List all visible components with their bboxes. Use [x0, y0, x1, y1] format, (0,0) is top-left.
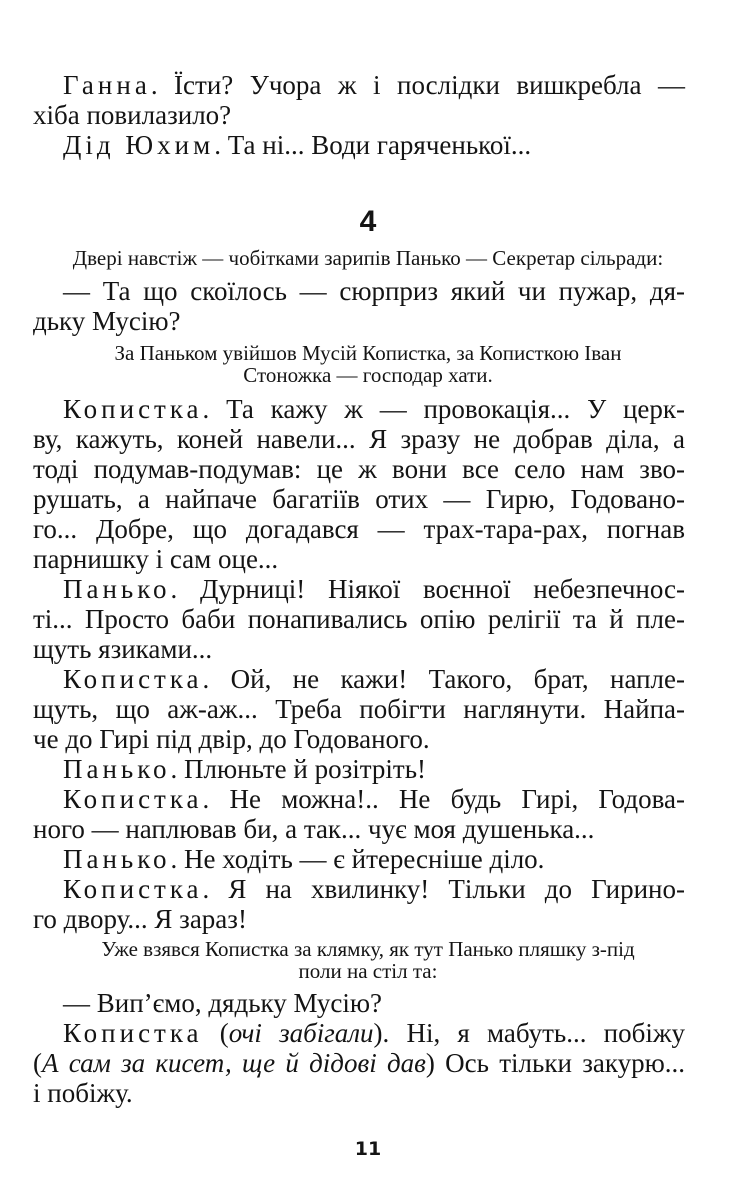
text-segment: . Ой, не кажи! Такого, брат, напле- — [202, 664, 685, 694]
text-line — [33, 424, 685, 454]
text-segment: Уже взявся Копистка за клямку, як тут Панько пляшку з-під — [101, 937, 635, 961]
stage-direction-line — [18, 245, 718, 271]
text-line — [63, 874, 685, 904]
text-segment: поли на стіл та: — [298, 959, 438, 983]
speaker-name: Ганна — [63, 70, 151, 100]
speaker-name: Копистка — [63, 1018, 203, 1048]
text-line — [33, 634, 685, 664]
text-segment: — Вип’ємо, дядьку Мусію? — [63, 988, 382, 1018]
text-segment: рушать, а найпаче багатіїв отих — Гирю, Годовано- — [33, 484, 685, 514]
text-segment: ву, кажуть, коней навели... Я зразу не добрав діла, а — [33, 424, 685, 454]
text-segment: ( — [202, 1018, 229, 1048]
text-segment: . Плюньте й розітріть! — [170, 754, 427, 784]
stage-direction-line — [18, 362, 718, 388]
text-segment: че до Гирі під двір, до Годованого. — [33, 724, 430, 754]
text-line — [63, 70, 685, 100]
speaker-name: Дід Юхим — [63, 130, 215, 160]
speaker-name: Копистка — [63, 664, 203, 694]
text-line — [33, 904, 685, 934]
text-line — [33, 544, 685, 574]
text-line — [63, 1018, 685, 1048]
text-segment: го двору... Я зараз! — [33, 904, 247, 934]
text-segment: ( — [33, 1048, 42, 1078]
text-segment: — Та що скоїлось — сюрприз який чи пужар, дя- — [63, 276, 685, 306]
speaker-name: Копистка — [63, 394, 203, 424]
text-line — [33, 814, 685, 844]
stage-remark: А сам за кисет, ще й дідові дав — [42, 1048, 426, 1078]
text-segment: . Їсти? Учора ж і послідки вишкребла — — [150, 70, 685, 100]
text-line — [63, 784, 685, 814]
text-segment: . Та кажу ж — провокація... У церк- — [202, 394, 685, 424]
text-segment: Стоножка — господар хати. — [243, 363, 493, 387]
text-line — [33, 1048, 685, 1078]
text-segment: щуть язиками... — [33, 634, 213, 664]
speaker-name: Копистка — [63, 784, 203, 814]
text-line — [33, 604, 685, 634]
text-segment: Двері навстіж — чобітками зарипів Панько — Секретар сільради: — [72, 246, 664, 270]
text-line — [63, 574, 685, 604]
text-segment: дьку Мусію? — [33, 306, 181, 336]
text-line — [63, 276, 685, 306]
text-segment: і побіжу. — [33, 1078, 133, 1108]
text-line — [33, 1078, 685, 1108]
text-segment: го... Добре, що догадався — трах-тара-рах, погнав — [33, 514, 685, 544]
speaker-name: Копистка — [63, 874, 203, 904]
text-line — [33, 306, 685, 336]
text-line — [63, 844, 685, 874]
text-segment: хіба повилазило? — [33, 100, 232, 130]
text-segment: тоді подумав-подумав: це ж вони все село нам зво- — [33, 454, 685, 484]
text-segment: 4 — [359, 205, 377, 238]
text-segment: ного — наплював би, а так... чує моя душенька... — [33, 814, 595, 844]
text-line — [33, 514, 685, 544]
scene-number — [0, 205, 736, 239]
text-line — [63, 664, 685, 694]
speaker-name: Панько — [63, 844, 171, 874]
speaker-name: Панько — [63, 574, 171, 604]
text-segment: . Я на хвилинку! Тільки до Гирино- — [202, 874, 685, 904]
text-segment: . Не ходіть — є йтересніше діло. — [170, 844, 545, 874]
stage-remark: очі забігали — [228, 1018, 374, 1048]
text-segment: . Не можна!.. Не будь Гирі, Годова- — [202, 784, 685, 814]
page-number — [0, 1138, 736, 1160]
text-segment: . Та ні... Води гаряченької... — [214, 130, 532, 160]
stage-direction-line — [18, 958, 718, 984]
speaker-name: Панько — [63, 754, 171, 784]
text-line — [33, 484, 685, 514]
text-line — [63, 754, 685, 784]
text-line — [63, 394, 685, 424]
text-segment: ті... Просто баби понапивались опію релігії та й пле- — [33, 604, 685, 634]
text-segment: . Дурниці! Ніякої воєнної небезпечнос- — [170, 574, 685, 604]
text-line — [33, 454, 685, 484]
text-segment: парнишку і сам оце... — [33, 544, 279, 574]
text-line — [33, 100, 685, 130]
text-line — [33, 694, 685, 724]
text-line — [33, 724, 685, 754]
text-line — [63, 988, 685, 1018]
text-segment: За Паньком увійшов Мусій Копистка, за Кописткою Іван — [114, 341, 622, 365]
text-line — [63, 130, 685, 160]
text-segment: ). Ні, я мабуть... побіжу — [373, 1018, 685, 1048]
text-segment: ) Ось тільки закурю... — [425, 1048, 686, 1078]
text-segment: 11 — [354, 1138, 382, 1160]
text-segment: щуть, що аж-аж... Треба побігти наглянути. Найпа- — [33, 694, 685, 724]
